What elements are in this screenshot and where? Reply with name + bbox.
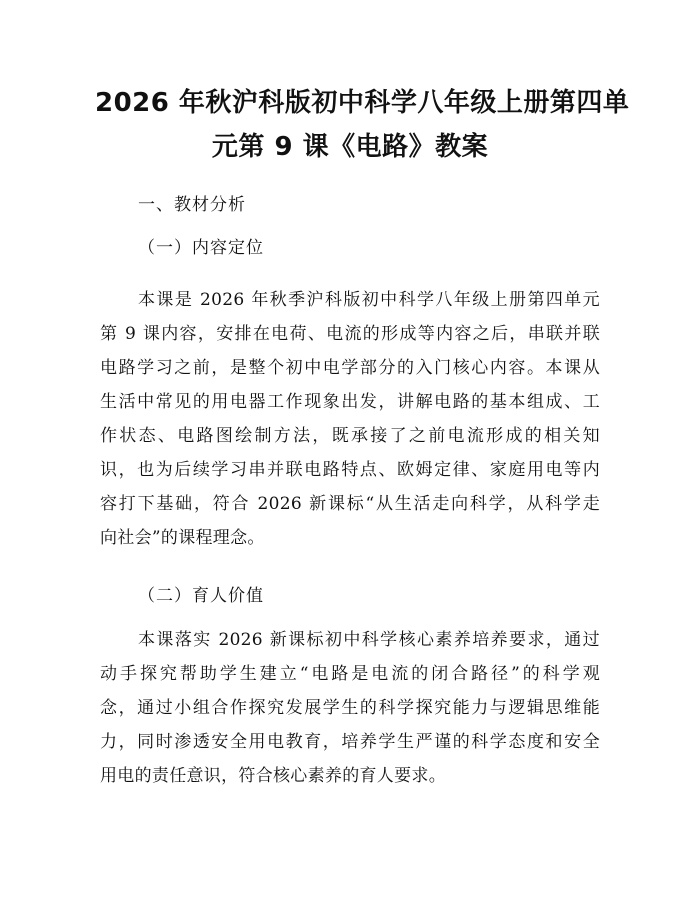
paragraph-educational-value — [100, 623, 600, 793]
paragraph-line: 作状态、电路图绘制方法，既承接了之前电流形成的相关知 — [100, 426, 600, 446]
paragraph-line: 本课落实 2026 新课标初中科学核心素养培养要求，通过 — [138, 630, 600, 650]
section-heading: 一、教材分析 — [138, 195, 246, 215]
paragraph-line: 本课是 2026 年秋季沪科版初中科学八年级上册第四单元 — [138, 290, 600, 310]
paragraph-line: 动手探究帮助学生建立“电路是电流的闭合路径”的科学观 — [100, 664, 600, 684]
paragraph-content-positioning — [100, 283, 600, 555]
document-title-line-2: 元第 9 课《电路》教案 — [211, 132, 489, 162]
subsection-heading-educational-value: （二）育人价值 — [138, 586, 264, 606]
paragraph-line: 生活中常见的用电器工作现象出发，讲解电路的基本组成、工 — [100, 392, 600, 412]
document-title-line-1: 2026 年秋沪科版初中科学八年级上册第四单 — [95, 88, 630, 118]
paragraph-line: 念，通过小组合作探究发展学生的科学探究能力与逻辑思维能 — [100, 698, 600, 718]
paragraph-line: 力，同时渗透安全用电教育，培养学生严谨的科学态度和安全 — [100, 732, 600, 752]
paragraph-line: 电路学习之前，是整个初中电学部分的入门核心内容。本课从 — [100, 358, 600, 378]
paragraph-line: 识，也为后续学习串并联电路特点、欧姆定律、家庭用电等内 — [100, 460, 600, 480]
paragraph-line: 容打下基础，符合 2026 新课标“从生活走向科学，从科学走 — [100, 494, 600, 514]
paragraph-line: 第 9 课内容，安排在电荷、电流的形成等内容之后，串联并联 — [100, 324, 600, 344]
paragraph-line: 向社会”的课程理念。 — [100, 528, 265, 548]
paragraph-line: 用电的责任意识，符合核心素养的育人要求。 — [100, 766, 446, 786]
subsection-heading-content-positioning: （一）内容定位 — [138, 238, 264, 258]
